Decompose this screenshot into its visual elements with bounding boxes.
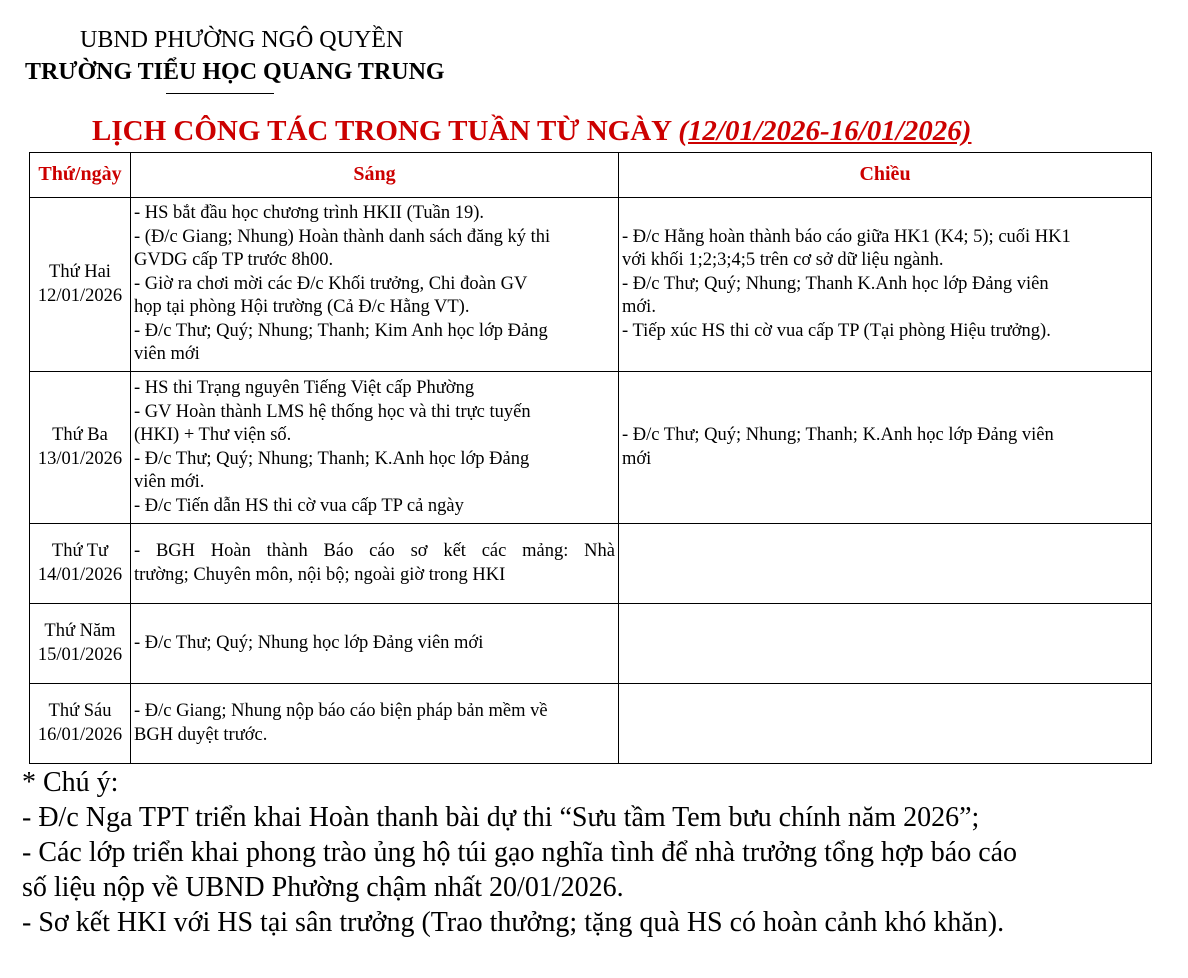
table-row: [30, 604, 1152, 684]
org-name-ward: UBND PHƯỜNG NGÔ QUYỀN: [80, 27, 404, 53]
morning-task-line: - (Đ/c Giang; Nhung) Hoàn thành danh sách đăng ký thi: [134, 226, 551, 247]
morning-task-line: viên mới.: [134, 472, 205, 492]
afternoon-cell: [619, 684, 1152, 764]
header-afternoon: Chiều: [619, 153, 1152, 198]
day-name: Thứ Tư: [51, 541, 109, 561]
morning-cell: [131, 198, 619, 372]
morning-task-line: trường; Chuyên môn, nội bộ; ngoài giờ trong HKI: [134, 564, 506, 585]
day-cell: [30, 524, 131, 604]
afternoon-task-line: - Đ/c Hằng hoàn thành báo cáo giữa HK1 (K4; 5); cuối HK1: [622, 226, 1071, 247]
afternoon-cell: [619, 604, 1152, 684]
morning-task-line: - Giờ ra chơi mời các Đ/c Khối trưởng, Chi đoàn GV: [134, 273, 528, 294]
schedule-table: [29, 152, 1152, 764]
note-line: - Đ/c Nga TPT triển khai Hoàn thanh bài dự thi “Sưu tầm Tem bưu chính năm 2026”;: [22, 802, 980, 833]
morning-cell: [131, 524, 619, 604]
morning-task-line: (HKI) + Thư viện số.: [134, 425, 292, 445]
header-morning: Sáng: [131, 153, 619, 198]
morning-task-line: viên mới: [134, 344, 200, 365]
afternoon-task-line: - Đ/c Thư; Quý; Nhung; Thanh K.Anh học lớp Đảng viên: [622, 273, 1049, 294]
org-name-school: TRƯỜNG TIỂU HỌC QUANG TRUNG: [25, 59, 445, 85]
page-title: [92, 114, 971, 148]
afternoon-task-line: - Đ/c Thư; Quý; Nhung; Thanh; K.Anh học lớp Đảng viên: [622, 425, 1054, 445]
day-cell: [30, 198, 131, 372]
afternoon-task-line: mới: [622, 448, 652, 469]
morning-cell: [131, 372, 619, 524]
afternoon-task-line: mới.: [622, 297, 656, 318]
afternoon-cell: [619, 524, 1152, 604]
day-cell: [30, 604, 131, 684]
morning-task-line: - HS thi Trạng nguyên Tiếng Việt cấp Phường: [134, 378, 475, 398]
morning-cell: [131, 604, 619, 684]
day-name: Thứ Ba: [52, 425, 108, 445]
morning-task-line: - Đ/c Thư; Quý; Nhung; Thanh; K.Anh học lớp Đảng: [134, 448, 530, 469]
morning-task-line: - Đ/c Thư; Quý; Nhung học lớp Đảng viên mới: [134, 632, 484, 653]
morning-task-line: - Đ/c Tiến dẫn HS thi cờ vua cấp TP cả ngày: [134, 495, 464, 516]
notes-section: [22, 765, 1182, 940]
day-cell: [30, 372, 131, 524]
morning-task-line: họp tại phòng Hội trường (Cả Đ/c Hằng VT).: [134, 297, 470, 318]
morning-task-line: GVDG cấp TP trước 8h00.: [134, 250, 334, 271]
morning-cell: [131, 684, 619, 764]
table-header-row: [30, 153, 1152, 198]
day-name: Thứ Năm: [44, 621, 116, 641]
afternoon-task-line: với khối 1;2;3;4;5 trên cơ sở dữ liệu ngành.: [622, 250, 944, 271]
table-row: [30, 524, 1152, 604]
day-cell: [30, 684, 131, 764]
day-date: 14/01/2026: [37, 564, 123, 585]
table-row: [30, 684, 1152, 764]
table-row: [30, 372, 1152, 524]
afternoon-cell: [619, 198, 1152, 372]
note-line: số liệu nộp về UBND Phường chậm nhất 20/01/2026.: [22, 872, 624, 903]
title-date-range: (12/01/2026-16/01/2026): [678, 115, 972, 147]
morning-task-line: - Đ/c Thư; Quý; Nhung; Thanh; Kim Anh học lớp Đảng: [134, 320, 548, 341]
title-prefix: LỊCH CÔNG TÁC TRONG TUẦN TỪ NGÀY: [92, 115, 679, 147]
afternoon-task-line: - Tiếp xúc HS thi cờ vua cấp TP (Tại phòng Hiệu trưởng).: [622, 320, 1051, 341]
morning-task-line: BGH duyệt trước.: [134, 724, 268, 745]
day-name: Thứ Hai: [49, 262, 111, 282]
day-date: 15/01/2026: [37, 644, 123, 665]
note-line: - Các lớp triển khai phong trào ủng hộ túi gạo nghĩa tình để nhà trưởng tổng hợp báo cáo: [22, 837, 1018, 868]
day-name: Thứ Sáu: [48, 701, 112, 721]
header-day: Thứ/ngày: [30, 153, 131, 198]
morning-task-line: - GV Hoàn thành LMS hệ thống học và thi trực tuyến: [134, 401, 531, 422]
afternoon-cell: [619, 372, 1152, 524]
morning-task-line: - Đ/c Giang; Nhung nộp báo cáo biện pháp bản mềm về: [134, 701, 548, 721]
note-line: - Sơ kết HKI với HS tại sân trưởng (Trao thưởng; tặng quà HS có hoàn cảnh khó khăn).: [22, 907, 1005, 938]
day-date: 13/01/2026: [37, 448, 123, 469]
table-row: [30, 198, 1152, 372]
morning-task-line: - BGH Hoàn thành Báo cáo sơ kết các mảng: Nhà: [134, 541, 615, 561]
morning-task-line: - HS bắt đầu học chương trình HKII (Tuần 19).: [134, 203, 485, 224]
header-divider: [166, 93, 274, 94]
day-date: 16/01/2026: [37, 724, 123, 745]
notes-heading: * Chú ý:: [22, 767, 119, 798]
day-date: 12/01/2026: [37, 285, 123, 306]
